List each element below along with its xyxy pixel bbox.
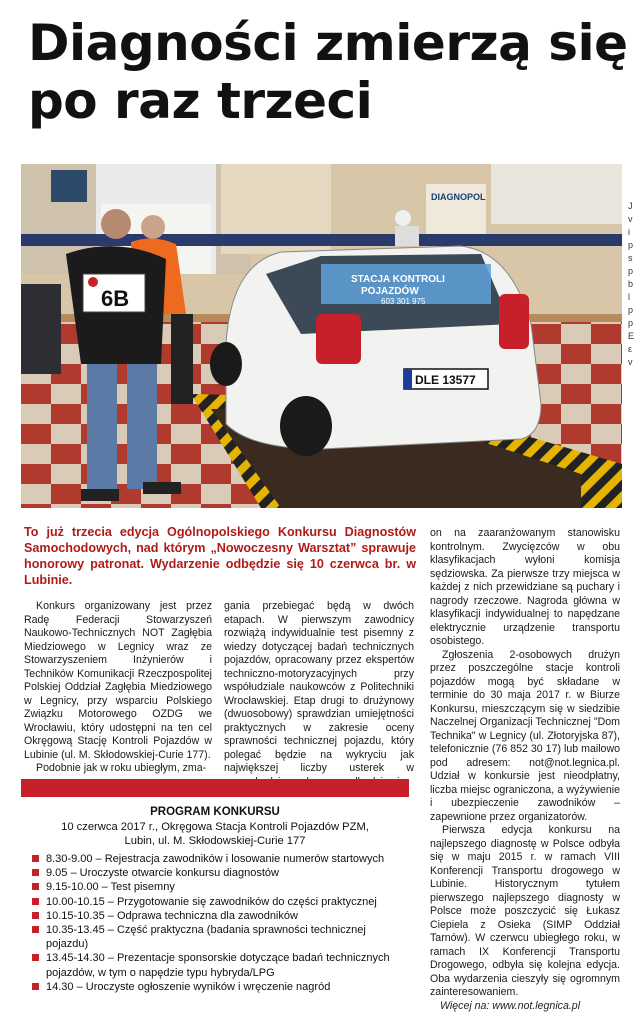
headline: Diagności zmierzą się po raz trzeci (28, 14, 628, 130)
program-item: 13.45-14.30 – Prezentacje sponsorskie dotyczące badań technicznych pojazdów, w tym o napędzie typu hybryda/LPG (31, 951, 399, 979)
paragraph: gania przebiegać będą w dwóch etapach. W pierwszym zawodnicy rozwiążą indywidualnie test pisemny z wiedzy dotyczącej badań technicznych pojazdów, opracowany przez ekspertów techniczno-motoryzacyjnych przy współudziale naukowców z Politechniki Wrocławskiej. Etap drugi to drużynowy (dwuosobowy) sprawdzian umiejętności praktycznych w zakresie oceny sprawności technicznej pojazdu, który polegać będzie na wykryciu jak największej liczby usterek w samochodzie osobowym, odbędzie się (224, 600, 414, 788)
program-box (21, 779, 409, 1011)
program-item: 10.35-13.45 – Część praktyczna (badania sprawności technicznej pojazdu) (31, 923, 399, 951)
svg-text:603 301 975: 603 301 975 (381, 297, 426, 306)
program-venue-line: 10 czerwca 2017 r., Okręgowa Stacja Kontroli Pojazdów PZM, (61, 821, 369, 833)
bib-number: 6B (101, 286, 130, 311)
more-info-link: Więcej na: www.not.legnica.pl (440, 1000, 581, 1012)
bullet-square-icon (32, 869, 39, 876)
article-column-1 (24, 600, 212, 776)
car (210, 246, 541, 456)
program-address-line: Lubin, ul. M. Skłodowskiej-Curie 177 (124, 835, 306, 847)
bullet-square-icon (32, 855, 39, 862)
bullet-square-icon (32, 954, 39, 961)
paragraph: Zgłoszenia 2-osobowych drużyn przez poszczególne stacje kontroli pojazdów mogą być składane w terminie do 30 maja 2017 r. w Biurze Konkursu, mieszczącym się w siedzibie Naczelnej Organizacji Technicznej "Dom Technika" w Legnicy (ul. Złotoryjska 87), telefonicznie (76 852 30 17) lub mailowo pod adresem: not@not.legnica.pl. Udział w konkursie jest nieodpłatny, liczba miejsc ograniczona, a wyżywienie i ubezpieczenie zawodników – zapewnione przez organizatorów. (430, 648, 620, 823)
bullet-square-icon (32, 898, 39, 905)
lead-paragraph: To już trzecia edycja Ogólnopolskiego Konkursu Diagnostów Samochodowych, nad którym „Nowoczesny Warsztat” sprawuje honorowy patronat. Wydarzenie odbędzie się 10 czerwca br. w Lubinie. (24, 525, 416, 587)
paragraph: Pierwsza edycja konkursu na najlepszego diagnostę w Polsce odbyła się w maju 2015 r. w ramach VIII Konferencji Transportu drogowego w Lubinie. Historycznym tytułem pierwszego najlepszego diagnosty w Polsce może poszczycić się Łukasz Ciepiela z Osieka (SIMP Oddział Tarnów). W czerwcu ubiegłego roku, w ramach IX Konferencji Transportu Drogowego, odbyła się kolejna edycja. Oba wydarzenia cieszyły się ogromnym zainteresowaniem. (430, 824, 620, 998)
paragraph: Podobnie jak w roku ubiegłym, zma- (36, 762, 207, 774)
wall-monitor (51, 170, 87, 202)
program-item: 10.15-10.35 – Odprawa techniczna dla zawodników (31, 909, 399, 923)
program-list (31, 852, 399, 994)
paragraph: on na zaaranżowanym stanowisku kontrolnym. Zwycięzców w obu klasyfikacjach wyłoni komisja sędziowska. Za pierwsze trzy miejsca w każdej z nich przewidziane są puchary i nagrody rzeczowe. Nagroda główna w klasyfikacji indywidualnej to napędzane elektrycznie urządzenie transportu osobistego. (430, 527, 620, 647)
article-column-3 (430, 527, 620, 1000)
paragraph: Konkurs organizowany jest przez Radę Federacji Stowarzyszeń Naukowo-Technicznych NOT Zagłębia Miedziowego w Legnicy wraz ze Stowarzyszeniem Inżynierów i Techników Komunikacji Rzeczpospolitej Polskiej Oddział Zagłębia Miedziowego w Legnicy, przy wsparciu Polskiego Związku Motorowego OZDG we Wrocławiu, który udostępni na ten cel Okręgową Stację Kontroli Pojazdów w Lubinie (ul. M. Skłodowskiej-Curie 177). (24, 600, 212, 761)
program-item: 10.00-10.15 – Przygotowanie się zawodników do części praktycznej (31, 895, 399, 909)
bullet-square-icon (32, 926, 39, 933)
program-item: 9.05 – Uroczyste otwarcie konkursu diagnostów (31, 866, 399, 880)
bullet-square-icon (32, 883, 39, 890)
svg-text:POJAZDÓW: POJAZDÓW (361, 286, 419, 297)
program-item: 9.15-10.00 – Test pisemny (31, 880, 399, 894)
bullet-square-icon (32, 912, 39, 919)
bullet-square-icon (32, 983, 39, 990)
svg-text:DLE 13577: DLE 13577 (415, 373, 476, 387)
article-column-2 (224, 600, 414, 789)
program-item: 8.30-9.00 – Rejestracja zawodników i losowanie numerów startowych (31, 852, 399, 866)
wall-sign: DIAGNOPOL (431, 192, 486, 202)
program-title: PROGRAM KONKURSU (150, 806, 280, 818)
adjacent-page-edge: J v i p s p b l p p E ε v (628, 201, 635, 367)
svg-text:STACJA KONTROLI: STACJA KONTROLI (351, 274, 445, 285)
article-photo (21, 164, 622, 508)
program-item: 14.30 – Uroczyste ogłoszenie wyników i wręczenie nagród (31, 980, 399, 994)
